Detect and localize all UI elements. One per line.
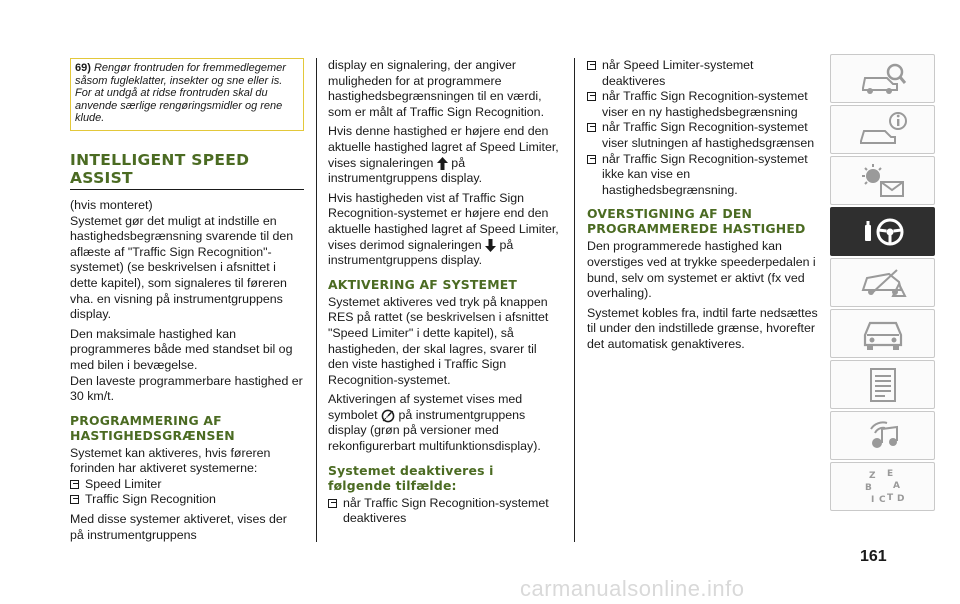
paragraph: Den maksimale hastighed kan programmeres både med standset bil og med bilen i bevægelse. bbox=[70, 326, 293, 372]
bullet-item bbox=[587, 120, 819, 151]
column-divider bbox=[574, 58, 575, 542]
bullet-icon bbox=[328, 499, 337, 508]
paragraph bbox=[328, 191, 560, 269]
multimedia-icon bbox=[857, 417, 909, 455]
paragraph bbox=[328, 124, 560, 186]
index-letter: T bbox=[886, 492, 893, 503]
tab-car-info[interactable] bbox=[830, 105, 935, 154]
note-number: 69) bbox=[75, 62, 91, 74]
heading-deactivation: Systemet deaktiveres i følgende tilfælde: bbox=[328, 462, 494, 493]
chapter-tabs bbox=[830, 54, 935, 513]
bullet-text: når Traffic Sign Recognition-systemet ikke kan vise en hastighedsbegrænsning. bbox=[602, 151, 808, 197]
paragraph bbox=[328, 392, 560, 454]
column-3 bbox=[587, 58, 819, 357]
index-letter: Z bbox=[868, 470, 876, 481]
bullet-text: når Traffic Sign Recognition-systemet viser slutningen af hastighedsgrænsen bbox=[602, 120, 815, 150]
bullet-icon bbox=[70, 480, 79, 489]
tab-warning-lights[interactable] bbox=[830, 156, 935, 205]
paragraph: Systemet kobles fra, indtil farte nedsættes til under den indstillede grænse, hvorefter det automatisk genaktiveres. bbox=[587, 305, 818, 351]
arrow-down-icon bbox=[485, 239, 496, 252]
bullet-text: Speed Limiter bbox=[85, 476, 162, 491]
bullet-icon bbox=[587, 123, 596, 132]
paragraph: Den programmerede hastighed kan overstiges ved at trykke speederpedalen i bund, selv om systemet er aktivt (fx ved overhaling). bbox=[587, 239, 816, 301]
paragraph-text: Hvis denne hastighed er højere end den aktuelle hastighed lagret af Speed Limiter, vises signaleringen bbox=[328, 124, 559, 170]
index-letter: E bbox=[886, 468, 893, 479]
bullet-item bbox=[328, 496, 560, 527]
index-letter: A bbox=[892, 480, 900, 491]
seat-steering-icon bbox=[857, 213, 909, 251]
paragraph-text: Hvis hastigheden vist af Traffic Sign Recognition-systemet er højere end den aktuelle hastighed lagret af Speed Limiter, vises derimod signaleringen bbox=[328, 190, 559, 252]
watermark: carmanualsonline.info bbox=[520, 576, 745, 601]
car-front-icon bbox=[857, 315, 909, 353]
tab-index[interactable] bbox=[830, 462, 935, 511]
tab-multimedia[interactable] bbox=[830, 411, 935, 460]
bullet-icon bbox=[587, 61, 596, 70]
bullet-item bbox=[70, 492, 304, 508]
tab-emergency[interactable] bbox=[830, 258, 935, 307]
paragraph-text: på instrumentgruppens display (grøn på versioner med rekonfigurerbart multifunktionsdisplay). bbox=[328, 407, 541, 454]
paragraph-text: på instrumentgruppens display. bbox=[328, 155, 483, 186]
bullet-icon bbox=[70, 495, 79, 504]
warning-lights-icon bbox=[857, 162, 909, 200]
tab-car-inspection[interactable] bbox=[830, 54, 935, 103]
bullet-text: Traffic Sign Recognition bbox=[85, 492, 216, 507]
paragraph-text: på instrumentgruppens display. bbox=[328, 237, 514, 268]
index-letter: I bbox=[870, 494, 874, 505]
index-letter: B bbox=[864, 482, 872, 493]
bullet-text: når Traffic Sign Recognition-systemet viser en ny hastighedsbegrænsning bbox=[602, 89, 808, 119]
column-2 bbox=[328, 58, 560, 527]
tech-data-list-icon bbox=[857, 366, 909, 404]
index-letter: D bbox=[896, 493, 904, 504]
paragraph: Med disse systemer aktiveret, vises der på instrumentgruppens bbox=[70, 512, 287, 542]
note-text: Rengør frontruden for fremmedlegemer såsom fugleklatter, insekter og sne eller is. For at undgå at ridse frontruden skal du anvende særlige rengøringsmidler og rene klude. bbox=[75, 62, 286, 125]
bullet-icon bbox=[587, 155, 596, 164]
bullet-item bbox=[587, 89, 819, 120]
note-box bbox=[70, 58, 304, 131]
bullet-item bbox=[587, 152, 819, 199]
bullet-text: når Speed Limiter-systemet deaktiveres bbox=[602, 58, 754, 88]
paragraph: display en signalering, der angiver muligheden for at programmere hastighedsbegrænsningen til en værdi, som er målt af Traffic Sign Recognition. bbox=[328, 58, 545, 119]
heading-activation: AKTIVERING AF SYSTEMET bbox=[328, 276, 518, 292]
speed-limiter-isa-icon bbox=[381, 409, 395, 423]
heading-overriding: OVERSTIGNING AF DEN PROGRAMMEREDE HASTIGHED bbox=[587, 206, 806, 237]
paragraph: Systemet kan aktiveres, hvis føreren forinden har aktiveret systemerne: bbox=[70, 445, 271, 476]
car-magnifier-icon bbox=[857, 60, 909, 98]
column-divider bbox=[316, 58, 317, 542]
paragraph: Systemet gør det muligt at indstille en hastighedsbegrænsning svarende til den aflæste af "Traffic Sign Recognition"-systemet) (se beskrivelsen i afsnittet i dette kapitel), som signaleres til føreren vha. en visning på instrumentgruppens display. bbox=[70, 213, 294, 322]
index-letter: C bbox=[878, 494, 886, 505]
car-crash-icon bbox=[857, 264, 909, 302]
tab-seat-steering-active[interactable] bbox=[830, 207, 935, 256]
bullet-icon bbox=[587, 92, 596, 101]
bullet-item bbox=[587, 58, 819, 89]
car-info-icon bbox=[857, 111, 909, 149]
sub-heading-programming: PROGRAMMERING AF HASTIGHEDSGRÆNSEN bbox=[70, 412, 235, 443]
alphabetical-index-icon bbox=[857, 468, 909, 506]
paragraph: Den laveste programmerbare hastighed er 30 km/t. bbox=[70, 373, 303, 404]
paragraph: (hvis monteret) bbox=[70, 197, 153, 212]
paragraph-text: Aktiveringen af systemet vises med symbolet bbox=[328, 392, 523, 422]
page-number: 161 bbox=[860, 548, 887, 565]
column-1 bbox=[70, 58, 304, 547]
arrow-up-icon bbox=[437, 157, 448, 170]
paragraph: Systemet aktiveres ved tryk på knappen RES på rattet (se beskrivelsen i afsnittet "Speed Limiter" i dette kapitel), så hastigheden, der skal lagres, svarer til den viste hastighed i Traffic Sign Recognition-systemet. bbox=[328, 294, 549, 387]
tab-technical-data[interactable] bbox=[830, 360, 935, 409]
bullet-text: når Traffic Sign Recognition-systemet deaktiveres bbox=[343, 495, 549, 526]
tab-maintenance[interactable] bbox=[830, 309, 935, 358]
bullet-item bbox=[70, 477, 304, 493]
section-heading-isa: INTELLIGENT SPEED ASSIST bbox=[70, 151, 304, 190]
